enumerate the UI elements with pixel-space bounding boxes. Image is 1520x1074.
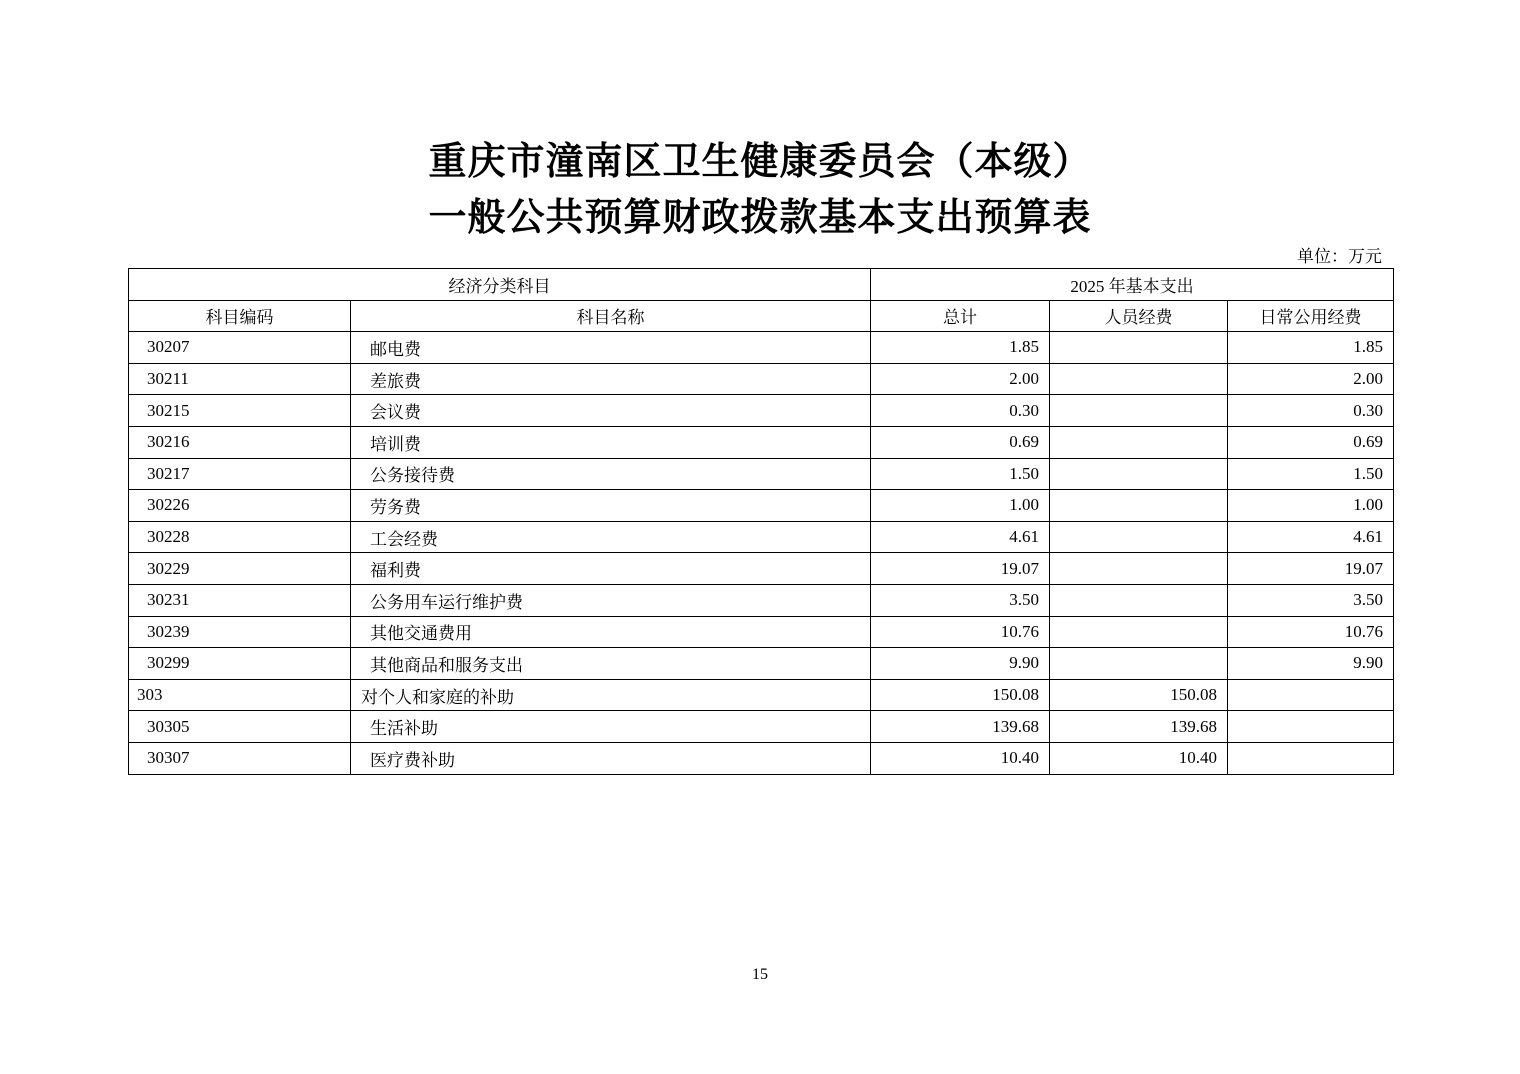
table-row xyxy=(129,490,1394,522)
table-group-header-row xyxy=(129,269,1394,301)
row-total-cell: 10.76 xyxy=(871,616,1050,648)
row-public-cell: 3.50 xyxy=(1228,584,1394,616)
row-total-cell: 0.30 xyxy=(871,395,1050,427)
table-row xyxy=(129,332,1394,364)
column-header-public: 日常公用经费 xyxy=(1228,300,1394,332)
budget-table xyxy=(128,268,1394,775)
row-personnel-cell xyxy=(1050,584,1228,616)
row-name-cell: 生活补助 xyxy=(351,711,871,743)
row-total-cell: 150.08 xyxy=(871,679,1050,711)
document-title-line1: 重庆市潼南区卫生健康委员会（本级） xyxy=(428,138,1092,183)
table-row xyxy=(129,679,1394,711)
row-name-cell: 工会经费 xyxy=(351,521,871,553)
row-name-cell: 对个人和家庭的补助 xyxy=(351,679,871,711)
row-code-cell: 30207 xyxy=(129,332,351,364)
table-row xyxy=(129,553,1394,585)
row-total-cell: 2.00 xyxy=(871,363,1050,395)
row-public-cell: 1.50 xyxy=(1228,458,1394,490)
row-code-cell: 30216 xyxy=(129,426,351,458)
row-total-cell: 9.90 xyxy=(871,648,1050,680)
table-row xyxy=(129,711,1394,743)
row-code-cell: 30228 xyxy=(129,521,351,553)
table-row xyxy=(129,742,1394,774)
row-personnel-cell xyxy=(1050,553,1228,585)
row-public-cell: 10.76 xyxy=(1228,616,1394,648)
row-public-cell: 1.85 xyxy=(1228,332,1394,364)
row-code-cell: 30211 xyxy=(129,363,351,395)
page-number: 15 xyxy=(752,966,768,983)
row-public-cell: 1.00 xyxy=(1228,490,1394,522)
row-public-cell: 0.69 xyxy=(1228,426,1394,458)
row-public-cell: 0.30 xyxy=(1228,395,1394,427)
row-code-cell: 30217 xyxy=(129,458,351,490)
row-public-cell xyxy=(1228,679,1394,711)
row-personnel-cell xyxy=(1050,490,1228,522)
row-personnel-cell xyxy=(1050,521,1228,553)
row-total-cell: 3.50 xyxy=(871,584,1050,616)
row-code-cell: 30226 xyxy=(129,490,351,522)
row-name-cell: 会议费 xyxy=(351,395,871,427)
row-code-cell: 30307 xyxy=(129,742,351,774)
document-title-line2: 一般公共预算财政拨款基本支出预算表 xyxy=(428,194,1092,239)
row-total-cell: 1.50 xyxy=(871,458,1050,490)
row-personnel-cell xyxy=(1050,458,1228,490)
row-name-cell: 劳务费 xyxy=(351,490,871,522)
row-personnel-cell xyxy=(1050,648,1228,680)
table-row xyxy=(129,648,1394,680)
table-row xyxy=(129,458,1394,490)
row-public-cell: 2.00 xyxy=(1228,363,1394,395)
row-name-cell: 差旅费 xyxy=(351,363,871,395)
row-code-cell: 303 xyxy=(129,679,351,711)
group-header-economic-category: 经济分类科目 xyxy=(129,269,871,301)
row-name-cell: 医疗费补助 xyxy=(351,742,871,774)
group-header-basic-expenditure: 2025 年基本支出 xyxy=(871,269,1394,301)
row-code-cell: 30239 xyxy=(129,616,351,648)
row-public-cell: 19.07 xyxy=(1228,553,1394,585)
row-public-cell xyxy=(1228,742,1394,774)
row-total-cell: 19.07 xyxy=(871,553,1050,585)
column-header-total: 总计 xyxy=(871,300,1050,332)
unit-label: 单位：万元 xyxy=(1297,247,1382,267)
row-public-cell: 9.90 xyxy=(1228,648,1394,680)
row-total-cell: 4.61 xyxy=(871,521,1050,553)
row-public-cell: 4.61 xyxy=(1228,521,1394,553)
row-name-cell: 其他交通费用 xyxy=(351,616,871,648)
row-code-cell: 30229 xyxy=(129,553,351,585)
row-total-cell: 1.00 xyxy=(871,490,1050,522)
row-personnel-cell xyxy=(1050,426,1228,458)
table-row xyxy=(129,426,1394,458)
row-total-cell: 10.40 xyxy=(871,742,1050,774)
row-name-cell: 福利费 xyxy=(351,553,871,585)
row-personnel-cell: 139.68 xyxy=(1050,711,1228,743)
row-personnel-cell xyxy=(1050,363,1228,395)
row-total-cell: 0.69 xyxy=(871,426,1050,458)
row-code-cell: 30231 xyxy=(129,584,351,616)
row-name-cell: 公务用车运行维护费 xyxy=(351,584,871,616)
row-code-cell: 30305 xyxy=(129,711,351,743)
column-header-name: 科目名称 xyxy=(351,300,871,332)
row-code-cell: 30215 xyxy=(129,395,351,427)
column-header-personnel: 人员经费 xyxy=(1050,300,1228,332)
row-name-cell: 其他商品和服务支出 xyxy=(351,648,871,680)
table-row xyxy=(129,395,1394,427)
row-personnel-cell xyxy=(1050,616,1228,648)
table-row xyxy=(129,363,1394,395)
table-row xyxy=(129,616,1394,648)
table-row xyxy=(129,584,1394,616)
table-row xyxy=(129,521,1394,553)
row-personnel-cell: 150.08 xyxy=(1050,679,1228,711)
row-name-cell: 培训费 xyxy=(351,426,871,458)
row-total-cell: 1.85 xyxy=(871,332,1050,364)
row-personnel-cell: 10.40 xyxy=(1050,742,1228,774)
row-personnel-cell xyxy=(1050,332,1228,364)
row-code-cell: 30299 xyxy=(129,648,351,680)
column-header-code: 科目编码 xyxy=(129,300,351,332)
table-column-header-row xyxy=(129,300,1394,332)
row-total-cell: 139.68 xyxy=(871,711,1050,743)
row-personnel-cell xyxy=(1050,395,1228,427)
row-name-cell: 公务接待费 xyxy=(351,458,871,490)
row-name-cell: 邮电费 xyxy=(351,332,871,364)
row-public-cell xyxy=(1228,711,1394,743)
